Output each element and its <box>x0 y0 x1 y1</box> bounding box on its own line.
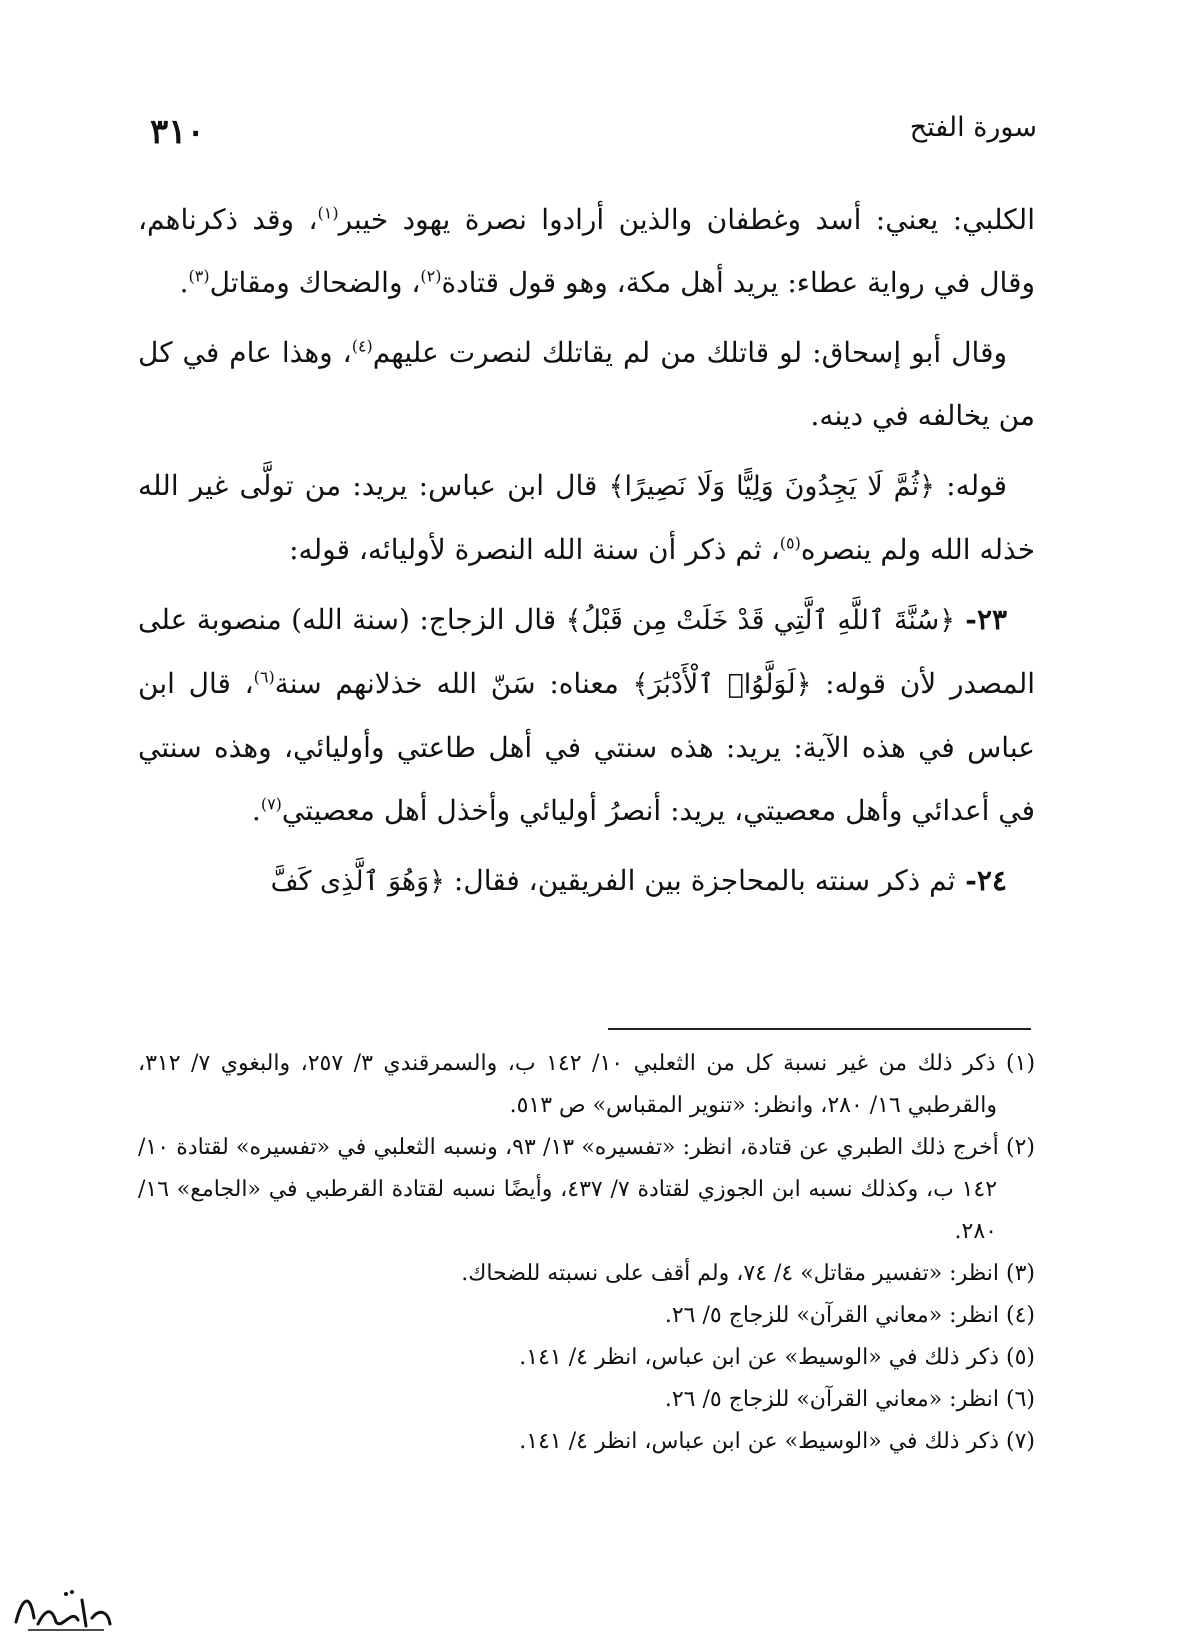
footnote-reference: (٥) <box>779 533 801 553</box>
footnote: (٤) انظر: «معاني القرآن» للزجاج ٥/ ٢٦. <box>664 1303 1035 1328</box>
footnote-reference: (١) <box>317 203 339 223</box>
quran-quote: ﴿سُنَّةَ ٱللَّهِ ٱلَّتِي قَدْ خَلَتْ مِن قَبْلُ﴾ <box>565 605 956 636</box>
page-header <box>150 112 1037 162</box>
page-number: ٣١٠ <box>150 112 205 152</box>
verse-number: ٢٣- <box>955 603 1008 636</box>
text-segment: ، قال ابن عباس في هذه الآية: يريد: هذه سنتي في أهل طاعتي وأوليائي، وهذه سنتي في أعدائي وأهل معصيتي، يريد: أنصرُ أوليائي وأخذل أهل معصيتي <box>138 667 1035 827</box>
quran-quote: ﴿وَهُوَ ٱلَّذِى كَفَّ <box>270 866 446 897</box>
text-segment: . <box>179 266 189 299</box>
paragraph <box>138 849 1035 913</box>
text-segment: ، وقد ذكرناهم، وقال في رواية عطاء: يريد أهل مكة، وهو قول قتادة <box>138 203 1035 299</box>
text-segment: وقال أبو إسحاق: لو قاتلك من لم يقاتلك لنصرت عليهم <box>372 336 1007 369</box>
text-segment: . <box>251 794 261 827</box>
footnotes <box>138 1043 1035 1463</box>
text-segment: قال الزجاج: (سنة الله) منصوبة على المصدر لأن قوله: <box>138 603 1036 700</box>
surah-title: سورة الفتح <box>909 112 1037 143</box>
footnote: (٣) انظر: «تفسير مقاتل» ٤/ ٧٤، ولم أقف على نسبته للضحاك. <box>461 1261 1035 1286</box>
footnote-reference: (٧) <box>260 794 282 814</box>
footnote-divider <box>608 1028 1031 1030</box>
paragraph <box>138 321 1035 447</box>
calligraphy-logo <box>8 1578 118 1640</box>
paragraph <box>138 188 1035 314</box>
quran-quote: ﴿لَوَلَّوُا۟ ٱلْأَدْبَٰرَ﴾ <box>632 669 812 700</box>
verse-number: ٢٤- <box>955 864 1007 897</box>
quran-quote: ﴿ثُمَّ لَا يَجِدُونَ وَلِيًّا وَلَا نَصِيرًا﴾ <box>608 471 935 502</box>
footnote: (٧) ذكر ذلك في «الوسيط» عن ابن عباس، انظر ٤/ ١٤١. <box>519 1429 1035 1454</box>
text-segment: ، والضحاك ومقاتل <box>209 266 421 299</box>
calligraphy-logo-icon <box>8 1578 118 1640</box>
footnote-reference: (٢) <box>420 266 442 286</box>
footnote-reference: (٤) <box>351 336 373 356</box>
footnote: (٢) أخرج ذلك الطبري عن قتادة، انظر: «تفسيره» ١٣/ ٩٣، ونسبه الثعلبي في «تفسيره» لقتادة ١٠/ ١٤٢ ب، وكذلك نسبه ابن الجوزي لقتادة ٧/ ٤٣٧، وأيضًا نسبه لقتادة القرطبي في «الجامع» ١٦/ ٢٨٠. <box>138 1135 1036 1244</box>
text-segment: ثم ذكر سنته بالمحاجزة بين الفريقين، فقال: <box>445 864 956 897</box>
footnote: (١) ذكر ذلك من غير نسبة كل من الثعلبي ١٠/ ١٤٢ ب، والسمرقندي ٣/ ٢٥٧، والبغوي ٧/ ٣١٢، والقرطبي ١٦/ ٢٨٠، وانظر: «تنوير المقباس» ص ٥١٣. <box>138 1051 1036 1118</box>
text-segment: ، وهذا عام في كل من يخالفه في دينه. <box>138 336 1035 432</box>
paragraph <box>138 588 1035 842</box>
paragraph <box>138 454 1035 581</box>
footnote: (٦) انظر: «معاني القرآن» للزجاج ٥/ ٢٦. <box>664 1387 1035 1412</box>
text-segment: ، ثم ذكر أن سنة الله النصرة لأوليائه، قوله: <box>289 533 780 566</box>
text-segment: الكلبي: يعني: أسد وغطفان والذين أرادوا نصرة يهود خيبر <box>338 203 1035 236</box>
text-segment: قال ابن عباس: يريد: من تولَّى غير الله خذله الله ولم ينصره <box>138 469 1035 566</box>
text-segment: معناه: سَنّ الله خذلانهم سنة <box>274 667 633 700</box>
footnote: (٥) ذكر ذلك في «الوسيط» عن ابن عباس، انظر ٤/ ١٤١. <box>519 1345 1035 1370</box>
footnote-reference: (٣) <box>188 266 210 286</box>
text-segment: قوله: <box>934 469 1007 502</box>
main-text <box>138 188 1035 920</box>
footnote-reference: (٦) <box>253 667 275 687</box>
